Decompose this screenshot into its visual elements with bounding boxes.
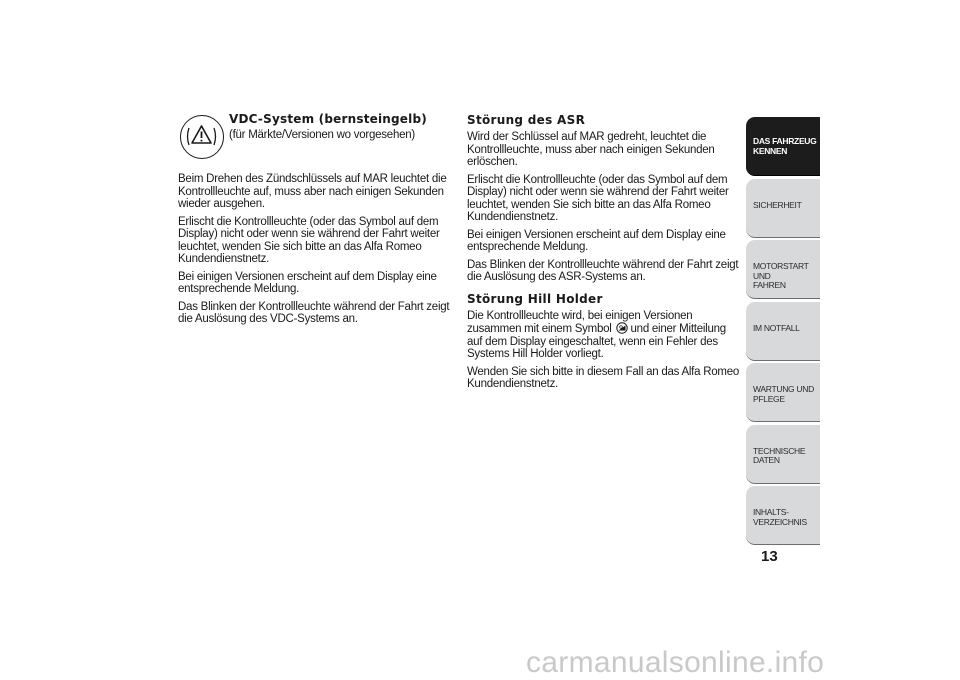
chapter-tab-label: SICHERHEIT <box>753 199 802 210</box>
chapter-tab-label: IM NOTFALL <box>753 322 800 333</box>
vdc-header <box>178 113 456 173</box>
left-column <box>178 113 456 331</box>
chapter-tab[interactable] <box>746 363 820 422</box>
chapter-tab-label: INHALTS- VERZEICHNIS <box>753 507 807 527</box>
vdc-paragraph-4: Das Blinken der Kontrollleuchte während der Fahrt zeigt die Auslösung des VDC-Systems an. <box>178 300 450 325</box>
asr-paragraph-3: Bei einigen Versionen erscheint auf dem Display eine entsprechende Meldung. <box>467 228 726 253</box>
page-number: 13 <box>761 548 778 565</box>
vdc-paragraph-3: Bei einigen Versionen erscheint auf dem Display eine entsprechende Meldung. <box>178 270 437 295</box>
chapter-tab-label: WARTUNG UND PFLEGE <box>753 384 814 404</box>
vdc-title: VDC-System (bernsteingelb) <box>229 112 427 126</box>
asr-heading: Störung des ASR <box>467 113 586 127</box>
asr-paragraph-4: Das Blinken der Kontrollleuchte während der Fahrt zeigt die Auslösung des ASR-Systems an. <box>467 258 739 283</box>
chapter-tab-label: DAS FAHRZEUG KENNEN <box>753 136 817 156</box>
vdc-subtitle: (für Märkte/Versionen wo vorgesehen) <box>229 129 415 141</box>
vdc-paragraph-1: Beim Drehen des Zündschlüssels auf MAR leuchtet die Kontrollleuchte auf, muss aber nach einigen Sekunden wieder ausgehen. <box>178 173 447 210</box>
chapter-tab[interactable] <box>746 486 820 545</box>
vdc-paragraph-2: Erlischt die Kontrollleuchte (oder das Symbol auf dem Display) nicht oder wenn sie während der Fahrt weiter leuchtet, wenden Sie sich bitte an das Alfa Romeo Kundendienstnetz. <box>178 215 440 265</box>
hill-text-before: Die Kontrollleuchte wird, bei einigen Versionen zusammen mit einem Symbol <box>467 309 693 335</box>
chapter-tab[interactable] <box>746 179 820 238</box>
chapter-tab[interactable] <box>746 425 820 484</box>
hill-holder-paragraph-1 <box>467 310 742 361</box>
watermark: carmanualsonline.info <box>526 646 825 679</box>
warning-triangle-icon <box>180 115 224 159</box>
chapter-tab[interactable] <box>746 302 820 361</box>
asr-paragraph-2: Erlischt die Kontrollleuchte (oder das Symbol auf dem Display) nicht oder wenn sie während der Fahrt weiter leuchtet, wenden Sie sich bitte an das Alfa Romeo Kundendienstnetz. <box>467 173 729 223</box>
asr-paragraph-1: Wird der Schlüssel auf MAR gedreht, leuchtet die Kontrollleuchte, muss aber nach einigen Sekunden erlöschen. <box>467 131 715 168</box>
chapter-tab-label: TECHNISCHE DATEN <box>753 445 806 465</box>
hill-text-after: und einer Mitteilung auf dem Display eingeschaltet, wenn ein Fehler des Systems Hill Holder vorliegt. <box>467 323 726 360</box>
hill-holder-heading: Störung Hill Holder <box>467 291 603 306</box>
hill-holder-icon <box>616 322 628 334</box>
right-column <box>467 113 742 396</box>
chapter-tab-label: MOTORSTART UND FAHREN <box>753 261 809 290</box>
chapter-tab[interactable] <box>746 240 820 299</box>
hill-holder-paragraph-2: Wenden Sie sich bitte in diesem Fall an das Alfa Romeo Kundendienstnetz. <box>467 365 740 390</box>
chapter-tabs <box>746 117 820 548</box>
chapter-tab[interactable] <box>746 117 820 176</box>
